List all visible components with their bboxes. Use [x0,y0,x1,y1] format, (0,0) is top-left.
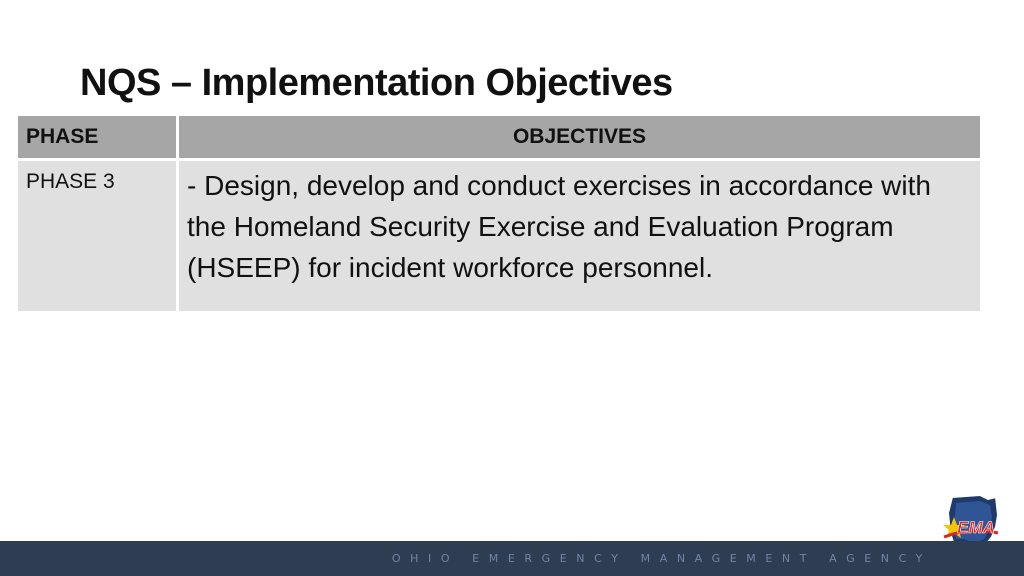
slide-title: NQS – Implementation Objectives [80,62,673,104]
table-header-row [18,116,980,158]
footer-bar [0,541,1024,576]
column-header-objectives: OBJECTIVES [179,116,980,158]
footer-agency-name: OHIO EMERGENCY MANAGEMENT AGENCY [391,552,932,565]
column-header-phase: PHASE [18,116,176,158]
logo-text: EMA [957,518,995,537]
objective-cell: - Design, develop and conduct exercises in accordance with the Homeland Security Exercise and Evaluation Program (HSEEP) for incident workforce personnel. [179,161,980,311]
objectives-table [18,116,980,311]
table-row [18,161,980,311]
phase-cell: PHASE 3 [18,161,176,311]
